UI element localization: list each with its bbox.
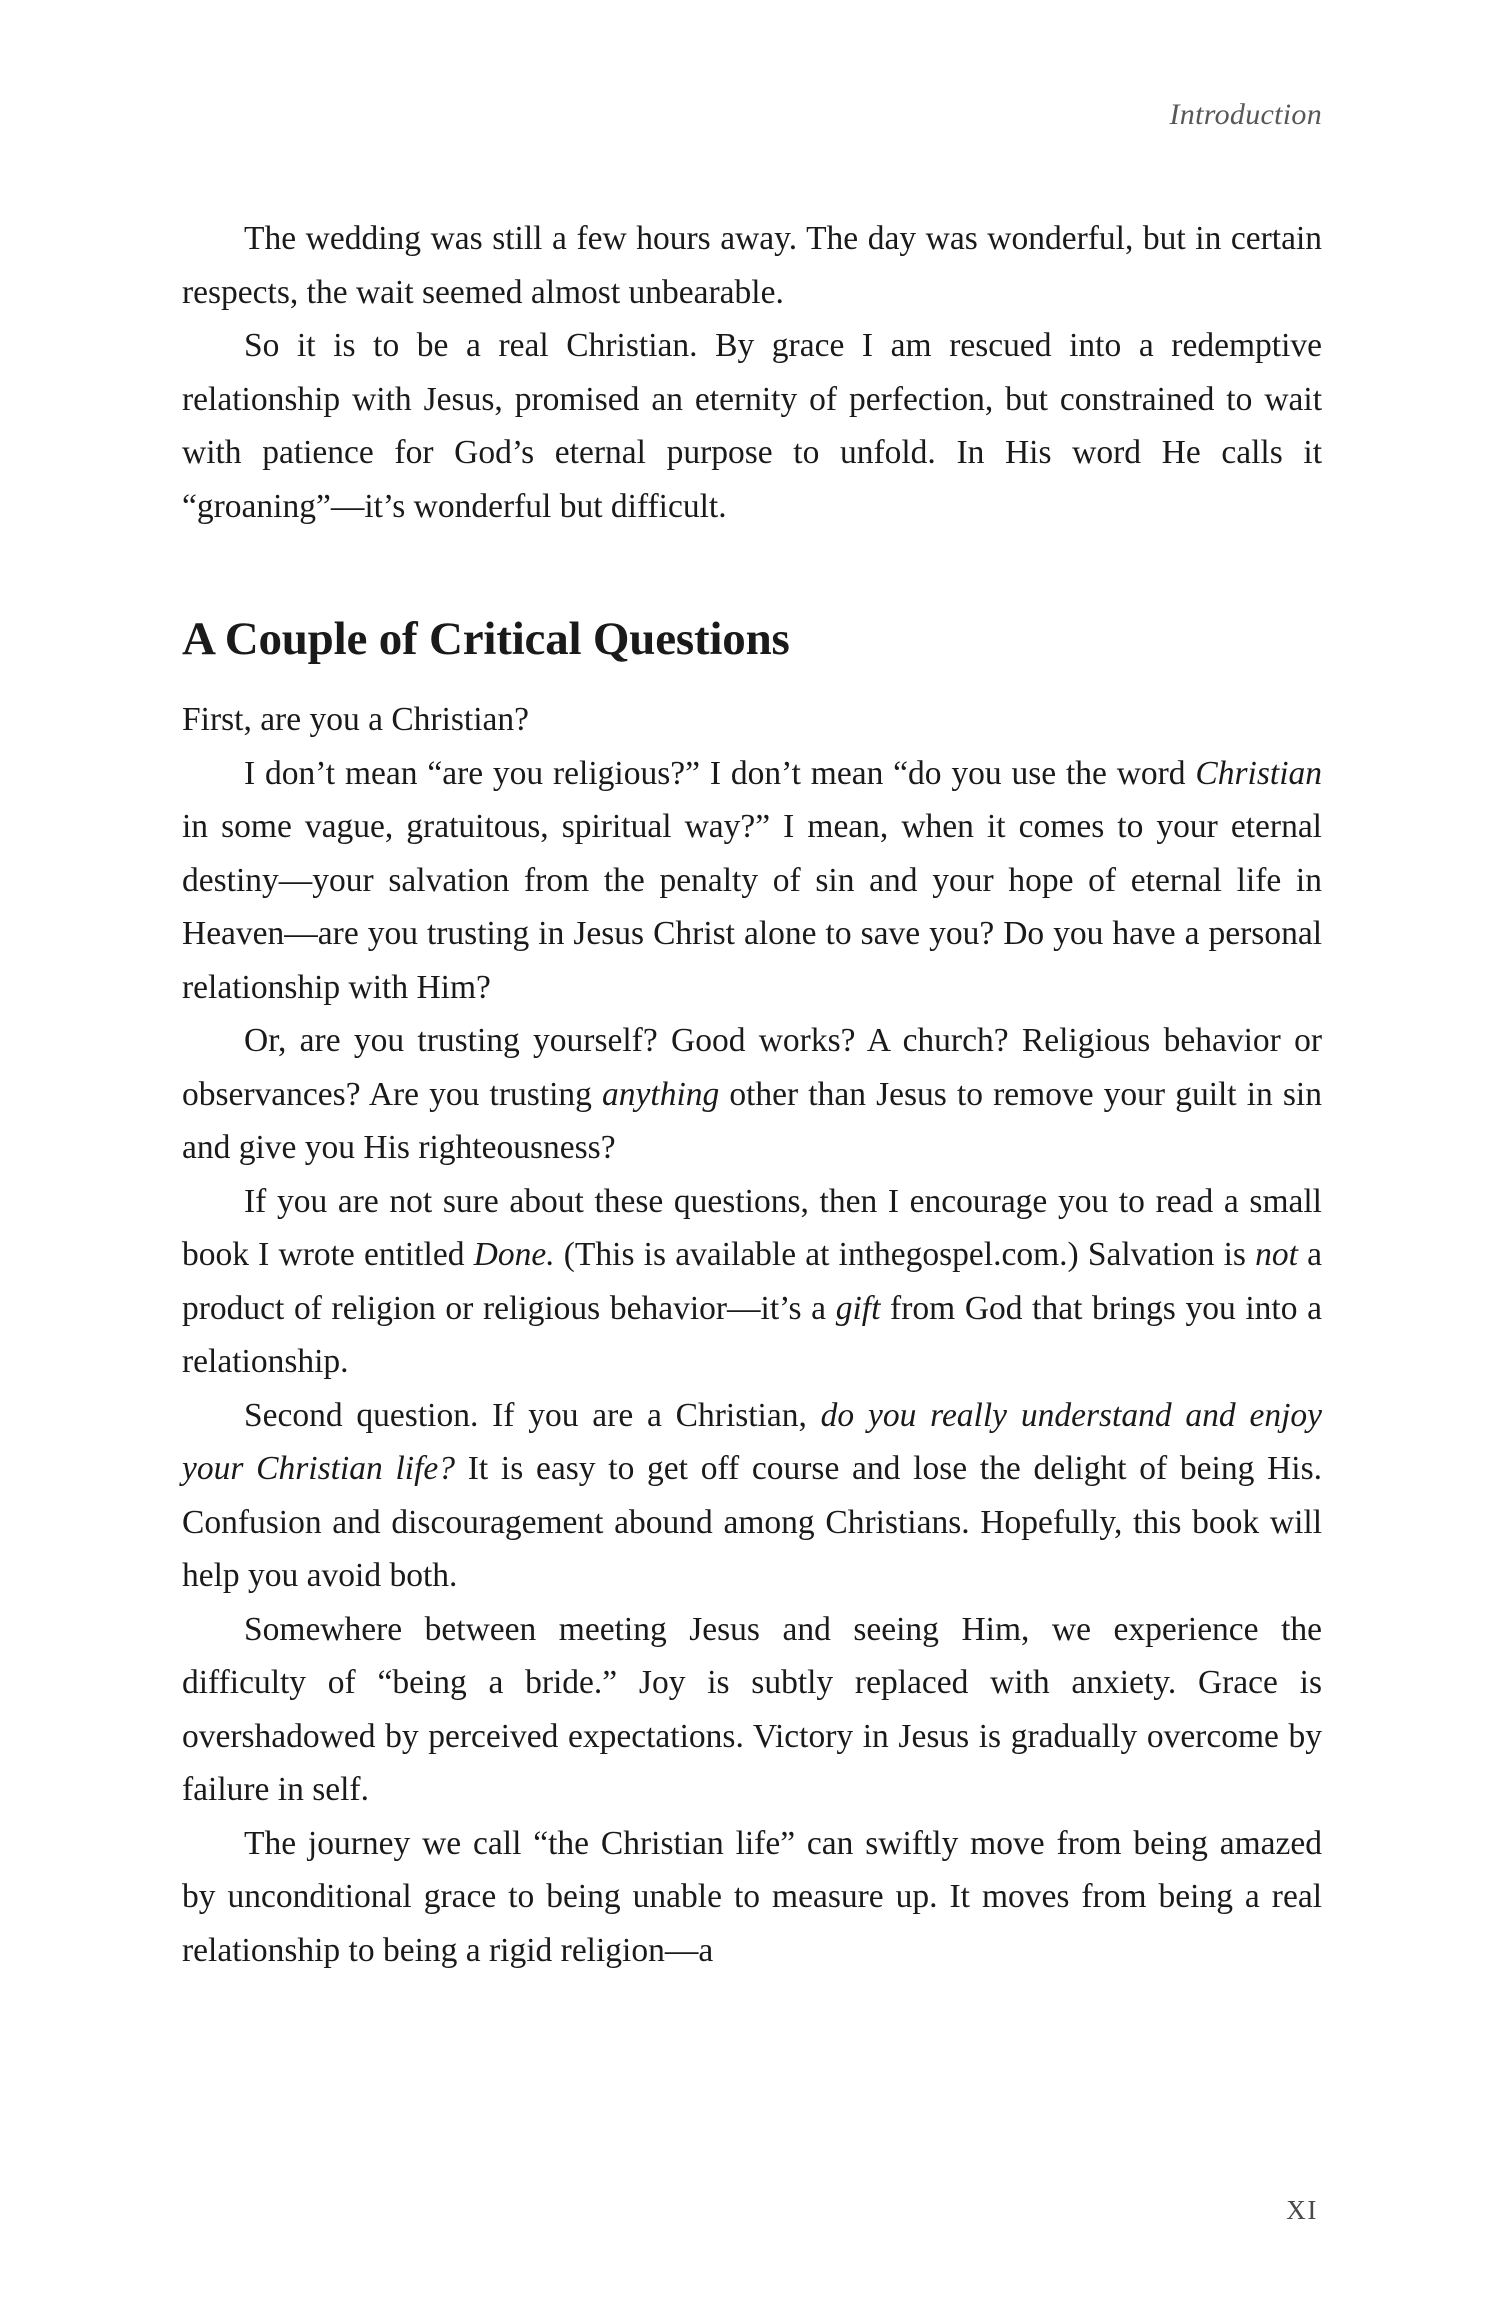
paragraph-journey: The journey we call “the Christian life” can swiftly move from being amazed by unconditional grace to being unable to measure up. It moves from being a real relationship to being a rigid religion—a — [182, 1824, 1322, 1969]
emphasis-gift: gift — [835, 1289, 881, 1327]
section-heading: A Couple of Critical Questions — [182, 613, 790, 665]
text-run: a product of religion or religious behavior—it’s a — [182, 1236, 1323, 1327]
text-run: (This is available at inthegospel.com.) Salvation is — [554, 1236, 1256, 1273]
text-run: Or, are you trusting yourself? Good works? A church? Religious behavior or observances? Are you trusting — [182, 1022, 1322, 1113]
text-run: If you are not sure about these questions, then I encourage you to read a small book I wrote entitled — [182, 1182, 1322, 1273]
paragraph-second-question — [182, 1389, 1322, 1603]
text-run: from God that brings you into a relationship. — [182, 1289, 1323, 1380]
paragraph-first-question: First, are you a Christian? — [182, 701, 530, 738]
paragraph-real-christian: So it is to be a real Christian. By grace I am rescued into a redemptive relationship with Jesus, promised an eternity of perfection, but constrained to wait with patience for God’s eternal purpose to unfold. In His word He calls it “groaning”—it’s wonderful but difficult. — [182, 327, 1322, 525]
page-number: XI — [1286, 2195, 1318, 2225]
text-run: It is easy to get off course and lose the delight of being His. Confusion and discouragement abound among Christians. Hopefully, this book will help you avoid both. — [182, 1450, 1322, 1594]
text-run: I don’t mean “are you religious?” I don’t mean “do you use the word — [244, 754, 1196, 792]
paragraph-dont-mean — [182, 747, 1322, 1015]
emphasis-christian: Christian — [1195, 754, 1322, 792]
page-content — [182, 212, 1322, 1977]
text-run: in some vague, gratuitous, spiritual way?” I mean, when it comes to your eternal destiny—your salvation from the penalty of sin and your hope of eternal life in Heaven—are you trusting in Jesus Christ alone to save you? Do you have a personal relationship with Him? — [182, 808, 1322, 1006]
emphasis-anything: anything — [602, 1075, 720, 1113]
text-run: Second question. If you are a Christian, — [244, 1396, 821, 1434]
paragraph-trusting-yourself — [182, 1014, 1322, 1175]
paragraph-somewhere-between: Somewhere between meeting Jesus and seeing Him, we experience the difficulty of “being a bride.” Joy is subtly replaced with anxiety. Grace is overshadowed by perceived expectations. Victory in Jesus is gradually overcome by failure in self. — [182, 1610, 1322, 1808]
emphasis-understand-enjoy: do you really understand and enjoy your Christian life? — [182, 1396, 1322, 1487]
emphasis-done-title: Done. — [473, 1236, 555, 1273]
text-run: other than Jesus to remove your guilt in sin and give you His righteousness? — [182, 1075, 1322, 1166]
running-head: Introduction — [1169, 98, 1322, 131]
paragraph-done-book — [182, 1175, 1322, 1389]
emphasis-not: not — [1255, 1236, 1298, 1273]
paragraph-wedding: The wedding was still a few hours away. The day was wonderful, but in certain respects, the wait seemed almost unbearable. — [182, 220, 1322, 311]
